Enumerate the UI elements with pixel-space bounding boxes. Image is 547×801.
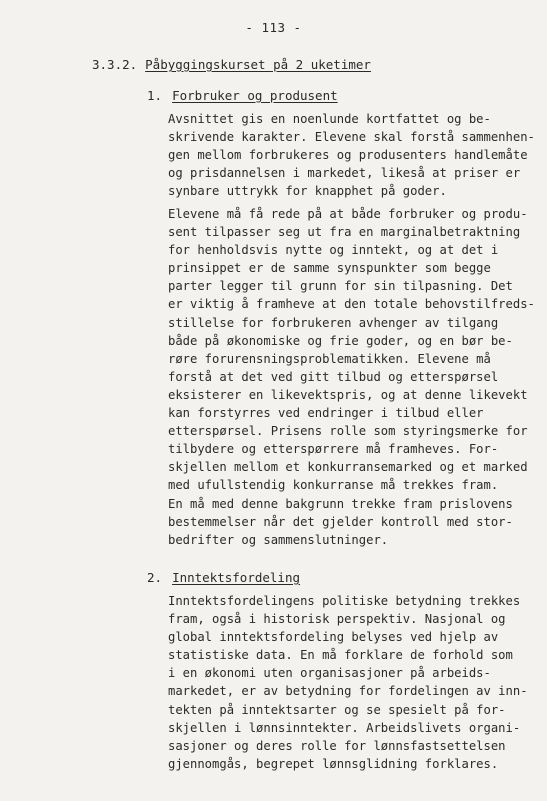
text-line: global inntektsfordeling belyses ved hjelp av <box>168 630 499 645</box>
text-line: etterspørsel. Prisens rolle som styringsmerke for <box>168 424 528 439</box>
text-line: for henholdsvis nytte og inntekt, og at det i <box>168 243 499 258</box>
section-heading <box>92 57 371 72</box>
text-line: skjellen i lønnsinntekter. Arbeidslivets organi- <box>168 720 521 735</box>
text-line: Avsnittet gis en noenlunde kortfattet og be- <box>168 112 491 126</box>
text-line: gen mellom forbrukeres og produsenters handlemåte <box>168 148 528 163</box>
paragraph-1-2 <box>168 205 535 549</box>
text-line: markedet, er av betydning for fordelingen av inn- <box>168 684 528 699</box>
text-line: i en økonomi uten organisasjoner på arbeids- <box>168 666 491 681</box>
text-line: prinsippet er de samme synspunkter som begge <box>168 261 491 276</box>
item-heading-2 <box>147 570 300 585</box>
text-line: røre forurensningsproblematikken. Elevene må <box>168 351 491 366</box>
paragraph-2-1 <box>168 592 528 773</box>
text-line: Elevene må få rede på at både forbruker og produ- <box>168 207 528 221</box>
text-line: og prisdannelsen i markedet, likeså at priser er <box>168 166 521 181</box>
text-line: parter legger til grunn for sin tilpasning. Det <box>168 279 513 294</box>
text-line: forstå at det ved gitt tilbud og etterspørsel <box>168 369 499 384</box>
text-line: tilbydere og etterspørrere må framheves. For- <box>168 442 499 457</box>
text-line: tekten på inntektsarter og se spesielt på for- <box>168 702 506 717</box>
text-line: bedrifter og sammenslutninger. <box>168 532 389 547</box>
text-line: synbare uttrykk for knapphet på goder. <box>168 184 447 199</box>
item-number: 2. <box>147 570 163 585</box>
text-line: stillelse for forbrukeren avhenger av tilgang <box>168 315 499 330</box>
text-line: fram, også i historisk perspektiv. Nasjonal og <box>168 612 506 627</box>
text-line: skjellen mellom et konkurransemarked og et marked <box>168 460 528 475</box>
text-line: En må med denne bakgrunn trekke fram prislovens <box>168 496 513 511</box>
text-line: sent tilpasser seg ut fra en marginalbetraktning <box>168 225 521 240</box>
section-number: 3.3.2. <box>92 57 138 72</box>
text-line: Inntektsfordelingens politiske betydning trekkes <box>168 594 521 608</box>
text-line: med ufullstendig konkurranse må trekkes fram. <box>168 478 499 493</box>
item-heading-1 <box>147 88 338 103</box>
text-line: bestemmelser når det gjelder kontroll med stor- <box>168 514 513 529</box>
text-line: både på økonomiske og frie goder, og en bør be- <box>168 333 513 348</box>
item-number: 1. <box>147 88 163 103</box>
text-line: kan forstyrres ved endringer i tilbud eller <box>168 406 484 421</box>
text-line: skrivende karakter. Elevene skal forstå sammenhen- <box>168 130 535 145</box>
item-title: Forbruker og produsent <box>172 88 338 103</box>
paragraph-1-1 <box>168 110 535 200</box>
text-line: eksisterer en likevektspris, og at denne likevekt <box>168 387 528 402</box>
text-line: er viktig å framheve at den totale behovstilfreds- <box>168 297 535 312</box>
page-number: - 113 - <box>245 20 302 35</box>
section-title: Påbyggingskurset på 2 uketimer <box>145 57 371 72</box>
item-title: Inntektsfordeling <box>172 570 300 585</box>
text-line: sasjoner og deres rolle for lønnsfastsettelsen <box>168 738 506 753</box>
text-line: statistiske data. En må forklare de forhold som <box>168 648 513 663</box>
text-line: gjennomgås, begrepet lønnsglidning forklares. <box>168 756 499 771</box>
